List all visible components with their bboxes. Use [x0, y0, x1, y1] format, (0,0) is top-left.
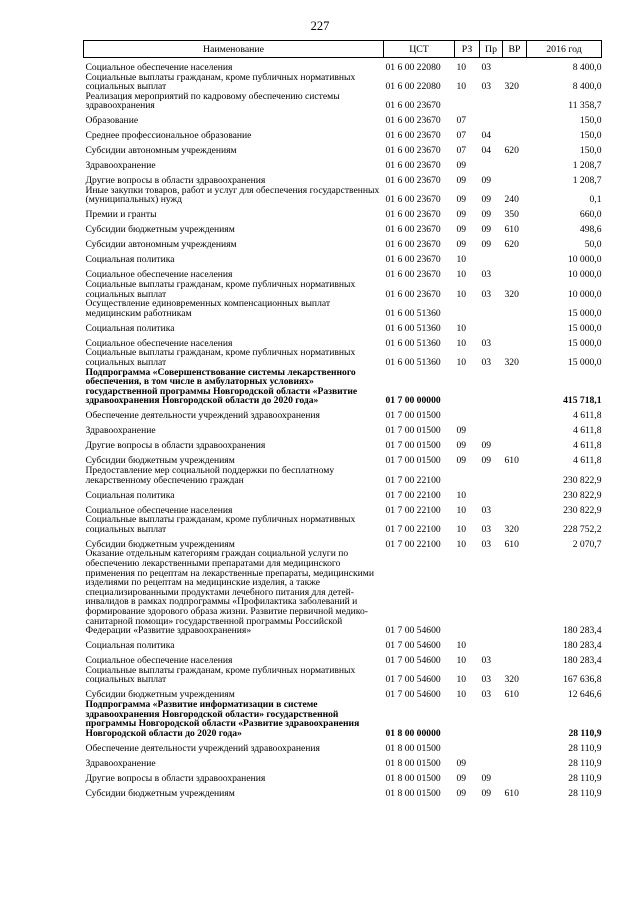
row-sum: 28 110,9 [568, 772, 602, 784]
row-cst: 01 6 00 23670 [385, 224, 441, 236]
row-name: Социальное обеспечение населения [85, 337, 233, 349]
row-rz: 10 [456, 288, 467, 300]
row-name: Обеспечение деятельности учреждений здравоохранения [85, 742, 320, 754]
row-cst: 01 7 00 22100 [385, 523, 441, 535]
row-sum: 28 110,9 [568, 727, 602, 739]
row-name: Премии и гранты [85, 209, 157, 221]
row-cst: 01 7 00 01500 [385, 455, 441, 467]
row-rz: 09 [456, 757, 467, 769]
table-row [84, 534, 602, 549]
row-rz: 09 [456, 787, 467, 799]
header-rz: РЗ [455, 41, 480, 58]
row-rz [455, 299, 480, 318]
table-row [84, 171, 602, 186]
table-row [84, 126, 602, 141]
header-name: Наименование [84, 41, 384, 58]
row-rz: 07 [456, 115, 467, 127]
row-cst: 01 6 00 23670 [385, 239, 441, 251]
table-row [84, 58, 602, 73]
row-name: Социальное обеспечение населения [85, 269, 233, 281]
row-rz: 10 [456, 254, 467, 266]
row-cst: 01 7 00 01500 [385, 425, 441, 437]
row-rz: 10 [456, 640, 467, 652]
row-name: Социальные выплаты гражданам, кроме публичных нормативных социальных выплат [85, 664, 356, 686]
row-pr: 09 [481, 209, 492, 221]
row-pr: 03 [481, 674, 492, 686]
table-row [84, 636, 602, 651]
row-vr [503, 126, 527, 141]
row-cst: 01 8 00 01500 [385, 742, 441, 754]
row-sum: 230 822,9 [563, 489, 602, 501]
table-row [84, 651, 602, 666]
row-vr [503, 111, 527, 126]
row-cst: 01 6 00 23670 [385, 115, 441, 127]
row-vr [503, 651, 527, 666]
row-pr: 09 [481, 175, 492, 187]
row-sum: 180 283,4 [563, 625, 602, 637]
row-name: Субсидии бюджетным учреждениям [85, 538, 235, 550]
row-pr [480, 156, 503, 171]
row-name: Социальные выплаты гражданам, кроме публичных нормативных социальных выплат [85, 71, 356, 93]
row-name: Подпрограмма «Развитие информатизации в системе здравоохранения Новгородской области» государственной программы Новгородской области «Развитие здравоохранения Новгородской области до 2020 года» [85, 698, 360, 739]
row-rz: 10 [456, 655, 467, 667]
table-row [84, 250, 602, 265]
row-cst: 01 8 00 01500 [385, 757, 441, 769]
table-row [84, 220, 602, 235]
row-rz: 09 [456, 455, 467, 467]
row-rz: 10 [456, 61, 467, 73]
row-cst: 01 6 00 23670 [385, 254, 441, 266]
row-rz: 10 [456, 357, 467, 369]
row-cst: 01 7 00 22100 [385, 504, 441, 516]
row-cst: 01 7 00 54600 [385, 625, 441, 637]
row-sum: 4 611,8 [573, 440, 602, 452]
row-pr: 03 [481, 81, 492, 93]
row-sum: 180 283,4 [563, 655, 602, 667]
table-row [84, 333, 602, 348]
row-cst: 01 7 00 22100 [385, 538, 441, 550]
header-cst: ЦСТ [384, 41, 455, 58]
row-vr: 610 [504, 787, 519, 799]
row-name: Реализация мероприятий по кадровому обеспечению системы здравоохранения [85, 90, 340, 112]
row-sum: 10 000,0 [567, 288, 602, 300]
table-row [84, 348, 602, 367]
row-rz: 09 [456, 209, 467, 221]
row-sum: 15 000,0 [567, 337, 602, 349]
row-vr [503, 738, 527, 753]
row-pr [480, 549, 503, 635]
row-cst: 01 7 00 22100 [385, 474, 441, 486]
row-sum: 28 110,9 [568, 787, 602, 799]
row-name: Социальные выплаты гражданам, кроме публичных нормативных социальных выплат [85, 514, 356, 535]
row-name: Образование [85, 115, 139, 127]
row-cst: 01 8 00 01500 [385, 787, 441, 799]
row-sum: 4 611,8 [573, 410, 602, 422]
row-sum: 4 611,8 [573, 425, 602, 437]
row-pr: 09 [481, 455, 492, 467]
row-sum: 50,0 [584, 239, 602, 251]
row-name: Субсидии автономным учреждениям [85, 145, 237, 157]
row-pr: 04 [481, 130, 492, 142]
row-rz: 10 [456, 489, 467, 501]
row-cst: 01 7 00 22100 [385, 489, 441, 501]
row-cst: 01 8 00 00000 [385, 727, 441, 739]
row-vr [503, 436, 527, 451]
table-row [84, 406, 602, 421]
row-rz: 07 [456, 145, 467, 157]
row-cst: 01 6 00 23670 [385, 145, 441, 157]
table-row [84, 466, 602, 485]
row-sum: 150,0 [579, 145, 602, 157]
row-pr: 03 [481, 337, 492, 349]
row-cst: 01 8 00 01500 [385, 772, 441, 784]
row-rz: 10 [456, 504, 467, 516]
row-rz: 09 [456, 224, 467, 236]
header-pr: Пр [480, 41, 503, 58]
row-cst: 01 6 00 23670 [385, 100, 441, 112]
row-rz: 10 [456, 81, 467, 93]
row-rz [455, 466, 480, 485]
table-row [84, 73, 602, 92]
row-vr [503, 318, 527, 333]
table-row [84, 156, 602, 171]
row-name: Подпрограмма «Совершенствование системы лекарственного обеспечения, в том числе в амбулаторных условиях» государственной программы Новгородской области «Развитие здравоохранения Новгородской области до 2020 года» [85, 366, 358, 407]
row-cst: 01 6 00 23670 [385, 175, 441, 187]
row-cst: 01 6 00 23670 [385, 160, 441, 172]
row-sum: 4 611,8 [573, 455, 602, 467]
row-name: Субсидии бюджетным учреждениям [85, 224, 235, 236]
row-pr [480, 636, 503, 651]
row-vr: 610 [504, 455, 519, 467]
row-vr [503, 333, 527, 348]
row-vr: 320 [504, 357, 519, 369]
row-sum: 15 000,0 [567, 307, 602, 319]
row-pr [480, 111, 503, 126]
row-cst: 01 6 00 51360 [385, 337, 441, 349]
row-vr [503, 368, 527, 406]
table-row [84, 368, 602, 406]
row-cst: 01 7 00 54600 [385, 655, 441, 667]
row-vr [503, 156, 527, 171]
row-cst: 01 6 00 51360 [385, 322, 441, 334]
row-sum: 15 000,0 [567, 357, 602, 369]
row-vr: 320 [504, 288, 519, 300]
row-pr: 09 [481, 239, 492, 251]
row-cst: 01 7 00 00000 [385, 395, 441, 407]
table-row [84, 111, 602, 126]
row-cst: 01 7 00 01500 [385, 440, 441, 452]
row-name: Социальное обеспечение населения [85, 61, 233, 73]
row-sum: 150,0 [579, 115, 602, 127]
table-row [84, 421, 602, 436]
table-row [84, 205, 602, 220]
row-pr [480, 368, 503, 406]
row-name: Здравоохранение [85, 757, 156, 769]
row-pr: 03 [481, 357, 492, 369]
row-sum: 0,1 [589, 194, 602, 206]
row-cst: 01 7 00 54600 [385, 689, 441, 701]
table-row [84, 235, 602, 250]
table-row [84, 92, 602, 111]
row-vr [503, 406, 527, 421]
row-vr: 610 [504, 224, 519, 236]
row-vr [503, 700, 527, 738]
row-name: Социальное обеспечение населения [85, 655, 233, 667]
row-name: Здравоохранение [85, 160, 156, 172]
row-name: Социальная политика [85, 489, 175, 501]
row-name: Другие вопросы в области здравоохранения [85, 772, 266, 784]
row-rz: 07 [456, 130, 467, 142]
row-rz [455, 406, 480, 421]
table-row [84, 485, 602, 500]
row-sum: 11 358,7 [568, 100, 602, 112]
table-row [84, 500, 602, 515]
header-year: 2016 год [527, 41, 602, 58]
table-row [84, 280, 602, 299]
page-number: 227 [310, 19, 330, 33]
row-vr [503, 485, 527, 500]
row-vr: 610 [504, 538, 519, 550]
row-sum: 1 208,7 [572, 175, 602, 187]
row-pr: 03 [481, 655, 492, 667]
row-pr: 03 [481, 538, 492, 550]
row-sum: 2 070,7 [572, 538, 602, 550]
row-pr [480, 318, 503, 333]
row-sum: 28 110,9 [568, 757, 602, 769]
budget-table [83, 40, 602, 798]
row-vr: 320 [504, 523, 519, 535]
row-rz [455, 549, 480, 635]
row-name: Другие вопросы в области здравоохранения [85, 440, 266, 452]
row-vr [503, 92, 527, 111]
row-rz [455, 738, 480, 753]
table-row [84, 549, 602, 635]
row-name: Предоставление мер социальной поддержки по бесплатному лекарственному обеспечению граждан [85, 465, 335, 486]
row-name: Социальное обеспечение населения [85, 504, 233, 516]
row-rz: 10 [456, 337, 467, 349]
row-name: Социальная политика [85, 322, 175, 334]
row-pr: 09 [481, 224, 492, 236]
row-sum: 150,0 [579, 130, 602, 142]
row-name: Среднее профессиональное образование [85, 130, 252, 142]
row-vr [503, 250, 527, 265]
row-vr: 320 [504, 81, 519, 93]
row-sum: 8 400,0 [572, 61, 602, 73]
table-row [84, 265, 602, 280]
row-cst: 01 6 00 23670 [385, 130, 441, 142]
row-pr: 03 [481, 61, 492, 73]
row-vr [503, 421, 527, 436]
row-name: Осуществление единовременных компенсационных выплат медицинским работникам [85, 298, 331, 319]
row-pr [480, 738, 503, 753]
row-vr [503, 466, 527, 485]
row-vr: 610 [504, 689, 519, 701]
row-vr [503, 768, 527, 783]
row-pr: 03 [481, 523, 492, 535]
row-sum: 28 110,9 [568, 742, 602, 754]
table-body [84, 58, 602, 799]
row-cst: 01 6 00 23670 [385, 269, 441, 281]
row-vr: 620 [504, 239, 519, 251]
row-name: Социальные выплаты гражданам, кроме публичных нормативных социальных выплат [85, 279, 356, 300]
table-row [84, 515, 602, 534]
row-rz: 09 [456, 239, 467, 251]
row-cst: 01 6 00 51360 [385, 357, 441, 369]
row-rz: 09 [456, 175, 467, 187]
row-pr: 03 [481, 689, 492, 701]
row-cst: 01 6 00 23670 [385, 288, 441, 300]
row-sum: 228 752,2 [563, 523, 602, 535]
row-vr [503, 58, 527, 73]
table-row [84, 436, 602, 451]
row-pr: 03 [481, 269, 492, 281]
table-row [84, 700, 602, 738]
row-cst: 01 7 00 54600 [385, 674, 441, 686]
row-rz: 10 [456, 523, 467, 535]
row-rz: 09 [456, 160, 467, 172]
row-pr: 09 [481, 772, 492, 784]
row-sum: 415 718,1 [563, 395, 602, 407]
row-pr: 09 [481, 440, 492, 452]
row-sum: 180 283,4 [563, 640, 602, 652]
row-name: Субсидии автономным учреждениям [85, 239, 237, 251]
table-row [84, 685, 602, 700]
row-sum: 10 000,0 [567, 254, 602, 266]
row-pr [480, 700, 503, 738]
row-pr [480, 421, 503, 436]
row-name: Оказание отдельным категориям граждан социальной услуги по обеспечению лекарственными препаратами для медицинского применения по рецептам на лекарственные препараты, медицинскими изделиями по рецептам на медицинские изделия, а также специализированными продуктами лечебного питания для детей-инвалидов в рамках подпрограммы «Профилактика заболеваний и формирование здорового образа жизни. Развитие первичной медико-санитарной помощи» государственной программы Российской Федерации «Развитие здравоохранения» [85, 548, 374, 637]
row-sum: 8 400,0 [572, 81, 602, 93]
row-rz: 10 [456, 689, 467, 701]
row-sum: 15 000,0 [567, 322, 602, 334]
row-sum: 10 000,0 [567, 269, 602, 281]
row-rz: 10 [456, 674, 467, 686]
row-name: Субсидии бюджетным учреждениям [85, 787, 235, 799]
row-rz: 09 [456, 194, 467, 206]
row-vr: 320 [504, 674, 519, 686]
header-vr: ВР [503, 41, 527, 58]
row-vr [503, 753, 527, 768]
row-cst: 01 7 00 01500 [385, 410, 441, 422]
row-name: Социальные выплаты гражданам, кроме публичных нормативных социальных выплат [85, 347, 356, 369]
row-sum: 498,6 [579, 224, 602, 236]
row-pr: 04 [481, 145, 492, 157]
table-row [84, 451, 602, 466]
row-sum: 230 822,9 [563, 474, 602, 486]
row-cst: 01 7 00 54600 [385, 640, 441, 652]
row-rz: 09 [456, 440, 467, 452]
row-cst: 01 6 00 23670 [385, 209, 441, 221]
row-vr: 240 [504, 194, 519, 206]
row-pr: 03 [481, 288, 492, 300]
row-name: Социальная политика [85, 640, 175, 652]
row-vr [503, 171, 527, 186]
row-vr [503, 265, 527, 280]
row-cst: 01 6 00 51360 [385, 307, 441, 319]
table-row [84, 318, 602, 333]
row-rz [455, 700, 480, 738]
table-row [84, 768, 602, 783]
table-row [84, 783, 602, 798]
row-name: Здравоохранение [85, 425, 156, 437]
row-vr [503, 500, 527, 515]
row-sum: 167 636,8 [563, 674, 602, 686]
row-name: Социальная политика [85, 254, 175, 266]
row-rz: 10 [456, 538, 467, 550]
row-vr [503, 549, 527, 635]
row-pr [480, 753, 503, 768]
row-sum: 230 822,9 [563, 504, 602, 516]
table-row [84, 141, 602, 156]
row-rz: 10 [456, 322, 467, 334]
row-rz: 10 [456, 269, 467, 281]
row-pr: 03 [481, 504, 492, 516]
row-name: Субсидии бюджетным учреждениям [85, 455, 235, 467]
row-rz: 09 [456, 425, 467, 437]
row-vr: 620 [504, 145, 519, 157]
row-name: Иные закупки товаров, работ и услуг для обеспечения государственных (муниципальных) нужд [85, 184, 380, 206]
row-rz [455, 368, 480, 406]
table-row [84, 666, 602, 685]
table-row [84, 753, 602, 768]
row-pr: 09 [481, 194, 492, 206]
row-pr [480, 92, 503, 111]
table-row [84, 738, 602, 753]
table-row [84, 186, 602, 205]
table-row [84, 299, 602, 318]
row-rz [455, 92, 480, 111]
row-vr [503, 299, 527, 318]
row-vr: 350 [504, 209, 519, 221]
row-name: Обеспечение деятельности учреждений здравоохранения [85, 410, 320, 422]
row-pr [480, 299, 503, 318]
row-pr: 09 [481, 787, 492, 799]
row-cst: 01 6 00 22080 [385, 81, 441, 93]
row-sum: 660,0 [579, 209, 602, 221]
row-pr [480, 485, 503, 500]
row-pr [480, 406, 503, 421]
table-header [84, 41, 602, 58]
row-pr [480, 250, 503, 265]
row-vr [503, 636, 527, 651]
row-cst: 01 6 00 23670 [385, 194, 441, 206]
row-sum: 12 646,6 [567, 689, 602, 701]
row-rz: 09 [456, 772, 467, 784]
row-name: Субсидии бюджетным учреждениям [85, 689, 235, 701]
row-sum: 1 208,7 [572, 160, 602, 172]
row-name: Другие вопросы в области здравоохранения [85, 175, 266, 187]
row-cst: 01 6 00 22080 [385, 61, 441, 73]
row-pr [480, 466, 503, 485]
